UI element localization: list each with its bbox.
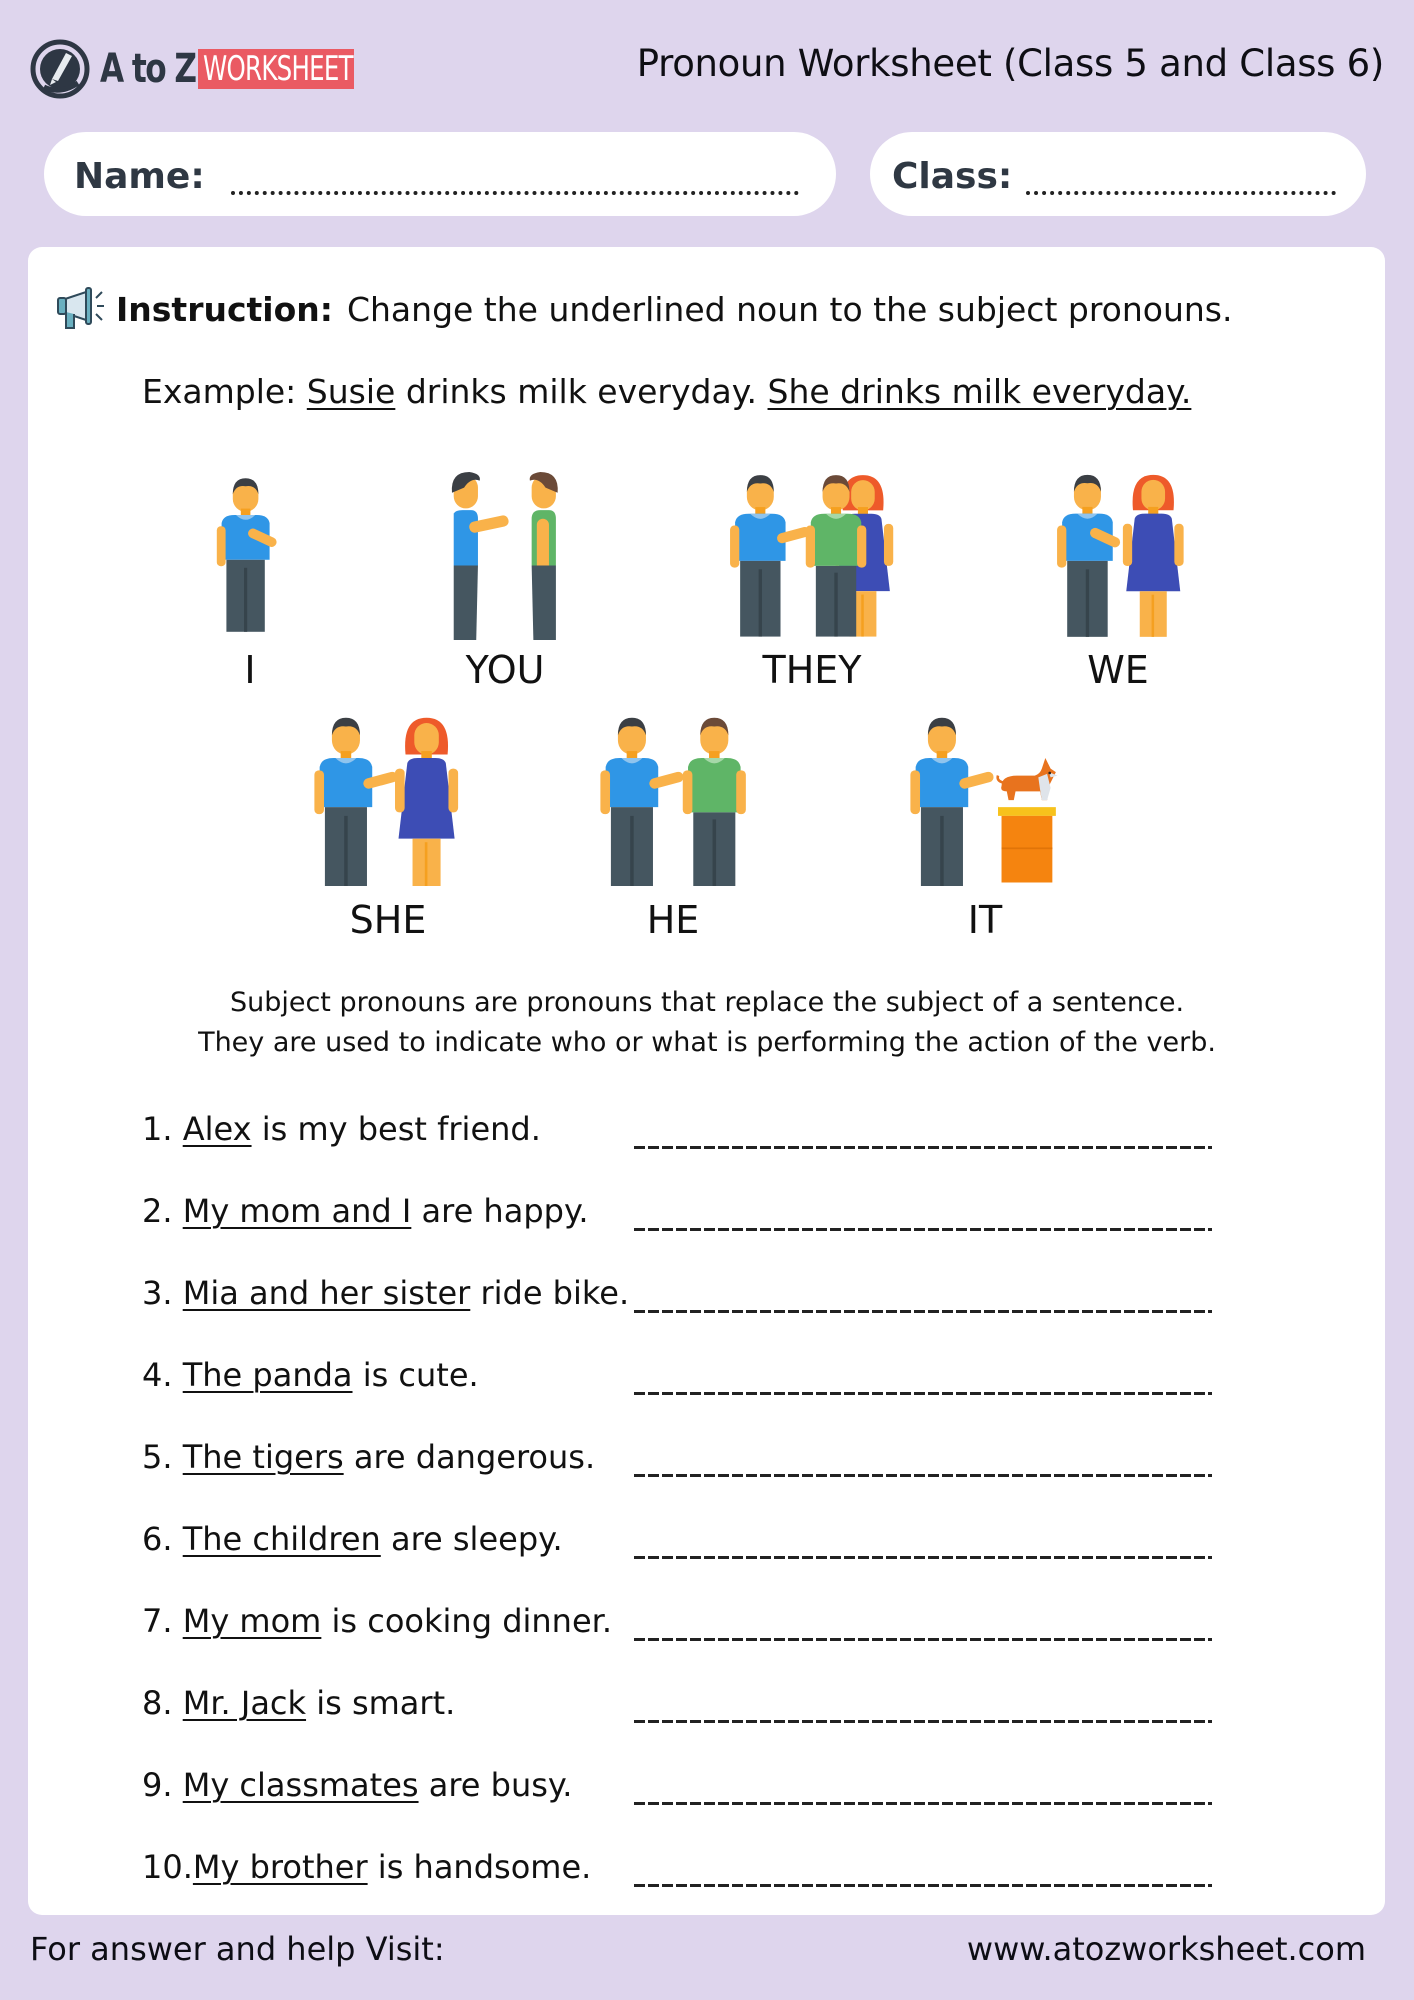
class-label: Class: [892,155,1013,197]
figure-i-icon [212,470,292,640]
footer-help-text: For answer and help Visit: [30,1930,445,1968]
instruction-text: Change the underlined noun to the subject pronouns. [346,289,1233,329]
example-sentence [142,372,1191,411]
question-rest: are dangerous. [353,1438,596,1476]
pronoun-label-he: HE [646,898,700,942]
figure-it-icon [904,716,1064,886]
question-underlined-noun: Alex [182,1110,252,1148]
name-label: Name: [74,155,205,197]
figure-we-icon [1052,470,1187,640]
pronoun-label-it: IT [967,898,1003,942]
question-number: 4. [142,1356,173,1394]
question-row [142,1520,1222,1570]
description [0,983,1414,1063]
question-number: 5. [142,1438,173,1476]
answer-line[interactable] [634,1228,1212,1231]
question-row [142,1602,1222,1652]
question-underlined-noun: The panda [182,1356,353,1394]
question-rest: is handsome. [377,1848,592,1886]
question-number: 2. [142,1192,173,1230]
site-logo[interactable] [30,38,354,100]
pronoun-label-she: SHE [349,898,427,942]
example-answer: She drinks milk everyday. [767,372,1192,411]
question-number: 10. [142,1848,193,1886]
answer-line[interactable] [634,1884,1212,1887]
question-rest: are busy. [428,1766,573,1804]
pen-circle-logo-icon [30,39,90,99]
footer-website-link[interactable]: www.atozworksheet.com [966,1930,1366,1968]
answer-line[interactable] [634,1310,1212,1313]
pronoun-label-they: THEY [762,648,862,692]
question-underlined-noun: The tigers [182,1438,344,1476]
description-line-1: Subject pronouns are pronouns that replace the subject of a sentence. [229,987,1185,1018]
question-number: 3. [142,1274,173,1312]
question-row [142,1684,1222,1734]
instruction [56,286,1232,332]
name-field[interactable] [44,132,836,216]
question-rest: is my best friend. [261,1110,541,1148]
answer-line[interactable] [634,1146,1212,1149]
pronoun-label-we: WE [1087,648,1149,692]
answer-line[interactable] [634,1802,1212,1805]
instruction-label: Instruction: [116,289,333,329]
answer-line[interactable] [634,1720,1212,1723]
figure-they-icon [725,470,905,640]
question-row [142,1192,1222,1242]
question-underlined-noun: My brother [192,1848,368,1886]
answer-line[interactable] [634,1474,1212,1477]
figure-she-icon [308,716,468,886]
question-rest: is smart. [316,1684,456,1722]
question-number: 7. [142,1602,173,1640]
question-rest: are happy. [421,1192,589,1230]
question-underlined-noun: Mr. Jack [182,1684,307,1722]
megaphone-icon [56,286,106,332]
pronoun-label-i: I [244,648,256,692]
question-rest: are sleepy. [390,1520,563,1558]
example-underlined-noun: Susie [306,372,396,411]
class-field[interactable] [870,132,1366,216]
question-row [142,1274,1222,1324]
question-underlined-noun: Mia and her sister [182,1274,471,1312]
figure-he-icon [594,716,754,886]
question-underlined-noun: My mom and I [182,1192,412,1230]
question-rest: is cute. [362,1356,479,1394]
figure-you-icon [445,472,575,640]
logo-text-a-to-z: A to Z [100,46,196,92]
question-underlined-noun: My classmates [182,1766,419,1804]
question-number: 9. [142,1766,173,1804]
description-line-2: They are used to indicate who or what is performing the action of the verb. [198,1027,1216,1058]
page-title: Pronoun Worksheet (Class 5 and Class 6) [636,42,1384,85]
question-underlined-noun: My mom [182,1602,322,1640]
question-underlined-noun: The children [182,1520,381,1558]
question-row [142,1848,1222,1898]
pronoun-label-you: YOU [465,648,545,692]
question-number: 1. [142,1110,173,1148]
example-rest: drinks milk everyday. [405,372,758,411]
question-row [142,1438,1222,1488]
question-number: 8. [142,1684,173,1722]
logo-badge-worksheet: WORKSHEET [198,49,354,89]
answer-line[interactable] [634,1392,1212,1395]
answer-line[interactable] [634,1556,1212,1559]
example-prefix: Example: [142,372,297,411]
question-number: 6. [142,1520,173,1558]
question-row [142,1110,1222,1160]
question-rest: is cooking dinner. [331,1602,613,1640]
class-dotted-line[interactable] [1026,175,1336,195]
question-rest: ride bike. [480,1274,630,1312]
name-dotted-line[interactable] [231,175,799,195]
question-row [142,1766,1222,1816]
answer-line[interactable] [634,1638,1212,1641]
question-row [142,1356,1222,1406]
